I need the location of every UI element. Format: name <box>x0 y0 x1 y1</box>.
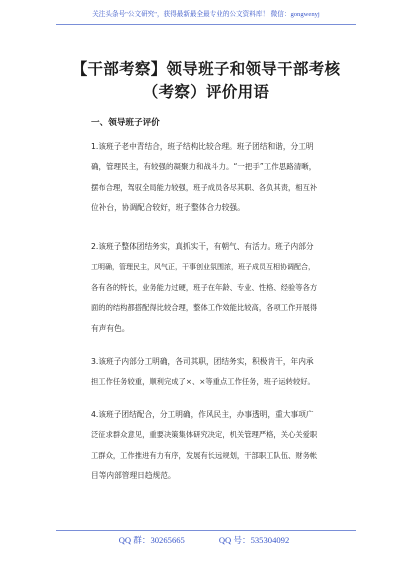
paragraph-line: 各有各的特长，业务能力过硬，班子在年龄、专业、性格、经验等各方 <box>91 282 318 292</box>
paragraph-4 <box>91 405 317 487</box>
footer-qq-number: QQ 号：535304092 <box>218 535 290 545</box>
paragraph-line: 担工作任务较重，顺利完成了×、×等重点工作任务，班子运转较好。 <box>91 377 315 387</box>
footer-divider <box>56 530 356 531</box>
paragraph-line: 位补台，协调配合较好，班子整体合力较强。 <box>91 203 245 213</box>
document-title-line-1: 【干部考察】领导班子和领导干部考核 <box>71 60 341 78</box>
header-notice: 关注头条号"公文研究"，获得最新最全最专业的公文资料库！ 微信：gongwenyj <box>92 11 320 18</box>
paragraph-line: 摆布合理，驾驭全局能力较强，班子成员各尽其职、各负其责，相互补 <box>91 182 318 192</box>
paragraph-line: 泛征求群众意见，重要决策集体研究决定，机关管理严格，关心关爱职 <box>91 430 318 440</box>
paragraph-line: 4.该班子团结配合，分工明确，作风民主，办事透明，重大事项广 <box>91 410 314 419</box>
paragraph-2 <box>91 237 317 339</box>
paragraph-line: 工明确，管理民主，风气正，干事创业氛围浓，班子成员互相协调配合， <box>91 263 315 272</box>
paragraph-3 <box>91 352 317 393</box>
paragraph-line: 3.该班子内部分工明确，各司其职，团结务实，积极肯干，年内承 <box>91 357 314 366</box>
paragraph-line: 确，管理民主，有较强的凝聚力和战斗力。“一把手”工作思路清晰， <box>91 162 317 172</box>
footer-contact <box>0 534 408 546</box>
paragraph-1 <box>91 137 317 219</box>
section-heading: 一、领导班子评价 <box>91 118 160 128</box>
paragraph-line: 有声有色。 <box>91 323 130 333</box>
header-divider <box>56 24 356 25</box>
document-title-line-2: （考察）评价用语 <box>142 83 270 101</box>
paragraph-line: 目等内部管理日趋规范。 <box>91 471 176 481</box>
footer-qq-group: QQ 群：30265665 <box>118 535 185 545</box>
paragraph-line: 2.该班子整体团结务实，真抓实干，有朝气、有活力。班子内部分 <box>91 242 314 251</box>
paragraph-line: 工群众，工作推进有力有序，发展有长远规划，干部职工队伍、财务帐 <box>91 450 318 460</box>
paragraph-line: 1.该班子老中青结合，班子结构比较合理。班子团结和谐，分工明 <box>91 142 314 151</box>
paragraph-line: 面的的结构都搭配得比较合理，整体工作效能比较高，各项工作开展得 <box>91 303 318 313</box>
